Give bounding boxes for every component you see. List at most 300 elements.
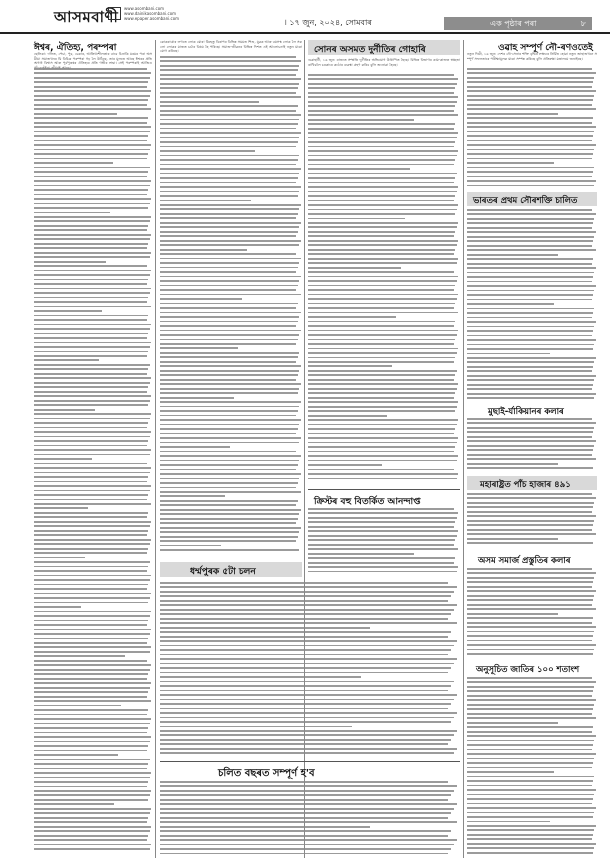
right-top-headline: ওৱাহ সম্পূৰ্ণ নৌ-ৰণওতেই (498, 43, 593, 53)
text-line (467, 631, 594, 633)
text-line (308, 209, 457, 211)
text-line (160, 397, 234, 399)
text-line (308, 392, 455, 394)
text-line (467, 533, 596, 535)
text-line (160, 799, 448, 801)
text-line (34, 566, 148, 568)
text-line (308, 114, 458, 116)
text-line (467, 467, 593, 469)
text-line (467, 135, 593, 137)
text-line (308, 428, 455, 430)
text-line (160, 609, 454, 611)
text-line (34, 373, 147, 375)
text-line (160, 509, 301, 511)
text-line (467, 104, 592, 106)
text-line (308, 557, 455, 559)
text-line (160, 298, 242, 300)
text-line (34, 579, 150, 581)
text-line (160, 663, 454, 665)
text-line (308, 186, 458, 188)
dateline: । ১৭ জুন, ২০২৪, সোমবাৰ (284, 18, 372, 27)
text-line (160, 231, 298, 233)
text-line (34, 525, 150, 527)
text-line (308, 226, 457, 228)
text-line (160, 676, 361, 678)
text-line (34, 812, 150, 814)
text-line (467, 285, 596, 287)
text-line (467, 780, 593, 782)
text-line (467, 126, 596, 128)
text-line (467, 838, 592, 840)
text-line (34, 803, 114, 805)
text-line (160, 743, 448, 745)
text-line (160, 595, 451, 597)
text-line (308, 177, 455, 179)
text-line (160, 690, 448, 692)
text-line (34, 185, 150, 187)
text-line (34, 584, 148, 586)
text-line (160, 191, 299, 193)
page-number: ৮ (580, 19, 586, 28)
text-line (467, 330, 593, 332)
text-line (308, 442, 457, 444)
text-line (34, 386, 148, 388)
text-line (160, 352, 299, 354)
text-line (308, 464, 382, 466)
text-line (160, 105, 298, 107)
col2-body-text (160, 56, 302, 559)
url-line: www.epaper.asombani.com (124, 16, 180, 21)
text-line (34, 126, 151, 128)
text-line (160, 600, 448, 602)
text-line (160, 419, 301, 421)
text-line (160, 699, 454, 701)
text-line (308, 74, 454, 76)
text-line (467, 807, 596, 809)
text-line (308, 410, 455, 412)
text-line (34, 104, 147, 106)
text-line (160, 613, 451, 615)
text-line (308, 280, 457, 282)
text-line (160, 672, 448, 674)
text-line (308, 469, 454, 471)
text-line (308, 401, 458, 403)
text-line (308, 379, 454, 381)
text-line (160, 500, 298, 502)
right-2-headline: ভাৰতৰ প্ৰথম সৌৰশক্তি চালিত (473, 196, 578, 206)
text-line (308, 397, 454, 399)
text-line (160, 226, 299, 228)
text-line (34, 642, 147, 644)
text-line (160, 374, 298, 376)
text-line (308, 159, 455, 161)
text-line (160, 119, 299, 121)
text-line (34, 741, 150, 743)
text-line (160, 717, 454, 719)
text-line (467, 357, 596, 359)
text-line (308, 87, 455, 89)
text-line (467, 185, 594, 187)
text-line (308, 96, 458, 98)
text-line (34, 431, 151, 433)
text-line (467, 384, 593, 386)
text-line (34, 768, 147, 770)
text-line (308, 271, 454, 273)
column-rule (463, 40, 464, 858)
text-line (308, 168, 410, 170)
text-line (34, 629, 151, 631)
text-line (308, 294, 458, 296)
text-line (34, 158, 147, 160)
text-line (308, 164, 454, 166)
text-line (308, 298, 457, 300)
text-line (160, 204, 301, 206)
section-label: এক পৃষ্ঠাৰ পৰা (490, 19, 537, 28)
text-line (160, 808, 454, 810)
text-line (160, 56, 296, 58)
text-line (34, 781, 148, 783)
text-line (308, 155, 457, 157)
text-line (160, 87, 298, 89)
right-3-headline: মুছাই-ৰ্যাকিয়ানৰ কলাৰ (488, 407, 564, 417)
text-line (34, 759, 150, 761)
text-line (34, 615, 150, 617)
text-line (160, 200, 251, 202)
text-line (34, 790, 151, 792)
col3-body-text (308, 74, 460, 486)
middle-mid-headline: ক্ৰিস্টৰ বহু বিতৰ্কিত আনন্দাপ্ত (314, 497, 421, 507)
text-line (34, 794, 150, 796)
text-line (308, 253, 454, 255)
text-line (160, 781, 448, 783)
text-line (34, 499, 147, 501)
middle-bottom-headline: চলিত বছৰত সম্পূৰ্ণ হ'ব (218, 768, 315, 779)
text-line (160, 622, 457, 624)
text-line (160, 222, 301, 224)
text-line (34, 539, 151, 541)
text-line (467, 708, 593, 710)
text-line (467, 740, 594, 742)
text-line (160, 159, 298, 161)
text-line (308, 267, 401, 269)
text-line (34, 203, 150, 205)
text-line (467, 158, 592, 160)
text-line (467, 758, 594, 760)
text-line (34, 234, 151, 236)
text-line (467, 653, 593, 655)
text-line (160, 401, 301, 403)
center-lead-text: গুৱাহাটী, ১৬ জুন: ৰাজ্যত সম্প্ৰতি দুৰ্নীতিৰ অভিযোগ উত্থাপিত হৈছে। বিভিন্ন বিভাগৰ কাম-কাজত স্বচ্ছতা ৰাখিবলৈ চৰকাৰে কঠোৰ ব্যৱস্থা গ্ৰহণ কৰিব বুলি জনোৱা হৈছে। (308, 58, 460, 67)
text-line (467, 348, 593, 350)
text-line (467, 771, 554, 773)
text-line (160, 428, 298, 430)
text-line (160, 101, 259, 103)
text-line (34, 633, 150, 635)
text-line (467, 86, 592, 88)
text-line (34, 342, 151, 344)
text-line (160, 582, 448, 584)
text-line (467, 681, 596, 683)
text-line (34, 830, 150, 832)
text-line (34, 135, 148, 137)
text-line (467, 753, 596, 755)
text-line (160, 681, 454, 683)
text-line (308, 424, 457, 426)
text-line (467, 847, 594, 849)
text-line (34, 72, 151, 74)
text-line (160, 370, 299, 372)
text-line (34, 265, 147, 267)
text-line (34, 108, 151, 110)
text-line (467, 339, 596, 341)
text-line (308, 200, 454, 202)
right-4-headline: মহাৰাষ্ট্ৰত পাঁচ হাজাৰ ৪৯১ (480, 480, 571, 490)
website-urls (124, 6, 179, 21)
text-line (308, 213, 455, 215)
text-line (308, 83, 457, 85)
text-line (160, 240, 301, 242)
text-line (160, 267, 298, 269)
text-line (34, 602, 148, 604)
text-line (160, 155, 299, 157)
text-line (308, 110, 454, 112)
text-line (160, 839, 457, 841)
text-line (160, 347, 238, 349)
text-line (308, 316, 396, 318)
text-line (34, 620, 148, 622)
text-line (34, 552, 147, 554)
text-line (308, 370, 457, 372)
url-line: www.asombani.com (124, 6, 165, 11)
logo-mark-icon (108, 7, 121, 20)
text-line (467, 789, 596, 791)
text-line (467, 502, 594, 504)
text-line (34, 664, 151, 666)
text-line (160, 830, 451, 832)
text-line (34, 225, 148, 227)
text-line (467, 140, 592, 142)
text-line (34, 521, 151, 523)
col1-headline: ঈশ্বৰ, ঐতিহ্য, পৰম্পৰা (34, 43, 117, 53)
text-line (308, 330, 458, 332)
text-line (34, 777, 150, 779)
text-line (160, 177, 298, 179)
text-line (160, 442, 299, 444)
text-line (160, 182, 296, 184)
text-line (160, 137, 299, 139)
text-line (467, 586, 592, 588)
text-line (467, 604, 592, 606)
text-line (467, 458, 596, 460)
text-line (160, 667, 451, 669)
text-line (160, 853, 448, 855)
text-line (467, 113, 558, 115)
text-line (160, 794, 451, 796)
text-line (467, 375, 596, 377)
text-line (34, 714, 147, 716)
text-line (34, 212, 110, 214)
text-line (34, 153, 148, 155)
section-rule (308, 489, 460, 490)
text-line (308, 566, 458, 568)
text-line (467, 640, 592, 642)
text-line (160, 280, 299, 282)
text-line (34, 162, 113, 164)
text-line (308, 78, 458, 80)
text-line (34, 723, 150, 725)
text-line (160, 752, 454, 754)
text-line (467, 626, 596, 628)
text-line (160, 83, 299, 85)
text-line (467, 290, 594, 292)
col4-text-2 (467, 209, 597, 403)
text-line (467, 317, 592, 319)
text-line (34, 463, 147, 465)
text-line (467, 529, 592, 531)
col4-text-3 (467, 418, 597, 474)
col2-bottom-text (160, 781, 460, 858)
middle-lower-headline: ধৰ্ম্মপুৰক ৫টা চলন (190, 567, 256, 577)
text-line (467, 272, 594, 274)
text-line (467, 308, 594, 310)
text-line (308, 123, 455, 125)
text-line (467, 735, 596, 737)
text-line (160, 473, 301, 475)
text-line (467, 542, 593, 544)
text-line (308, 508, 454, 510)
text-line (160, 92, 296, 94)
text-line (467, 493, 592, 495)
text-line (308, 334, 457, 336)
text-line (467, 463, 558, 465)
text-line (160, 415, 296, 417)
text-line (34, 490, 150, 492)
text-line (160, 406, 299, 408)
text-line (308, 548, 458, 550)
text-line (467, 153, 593, 155)
text-line (34, 346, 150, 348)
text-line (308, 374, 455, 376)
text-line (160, 591, 454, 593)
text-line (34, 467, 151, 469)
text-line (467, 427, 594, 429)
text-line (308, 419, 458, 421)
text-line (160, 654, 448, 656)
text-line (34, 301, 147, 303)
text-line (34, 194, 147, 196)
text-line (467, 218, 594, 220)
text-line (160, 437, 301, 439)
text-line (34, 283, 147, 285)
text-line (467, 695, 592, 697)
text-line (34, 279, 148, 281)
text-line (467, 686, 594, 688)
text-line (34, 337, 147, 339)
text-line (34, 252, 151, 254)
text-line (34, 247, 147, 249)
text-line (160, 549, 299, 551)
text-line (160, 383, 301, 385)
text-line (467, 821, 550, 823)
col4-body-text (467, 68, 597, 190)
text-line (308, 240, 458, 242)
text-line (308, 105, 455, 107)
text-line (160, 262, 299, 264)
text-line (34, 292, 150, 294)
text-line (34, 454, 150, 456)
text-line (467, 677, 592, 679)
text-line (34, 481, 147, 483)
text-line (34, 736, 151, 738)
text-line (34, 355, 147, 357)
text-line (160, 65, 299, 67)
text-line (34, 611, 151, 613)
text-line (34, 835, 148, 837)
text-line (467, 713, 592, 715)
text-line (160, 343, 296, 345)
text-line (34, 696, 147, 698)
text-line (34, 149, 150, 151)
text-line (308, 222, 458, 224)
text-line (308, 191, 457, 193)
text-line (160, 531, 299, 533)
text-line (467, 131, 594, 133)
text-line (160, 150, 255, 152)
text-line (308, 173, 457, 175)
text-line (34, 844, 151, 846)
text-line (308, 517, 457, 519)
text-line (467, 90, 596, 92)
text-line (160, 482, 298, 484)
text-line (34, 243, 148, 245)
text-line (160, 464, 298, 466)
text-line (467, 240, 593, 242)
text-line (308, 101, 457, 103)
text-line (34, 333, 148, 335)
text-line (160, 640, 457, 642)
text-line (467, 162, 554, 164)
text-line (34, 238, 150, 240)
text-line (160, 703, 451, 705)
text-line (467, 608, 596, 610)
text-line (467, 581, 593, 583)
text-line (34, 597, 150, 599)
right-5-headline: অসম সমাৰ্জ প্ৰস্তুতিৰ কলাৰ (478, 556, 571, 566)
text-line (308, 348, 458, 350)
text-line (308, 530, 458, 532)
text-line (467, 299, 592, 301)
text-line (308, 406, 457, 408)
text-line (160, 848, 451, 850)
text-line (34, 606, 81, 608)
text-line (467, 236, 594, 238)
url-line: www.dainikasombani.com (124, 11, 177, 16)
text-line (160, 195, 298, 197)
text-line (34, 655, 125, 657)
text-line (34, 691, 148, 693)
text-line (160, 586, 457, 588)
text-line (308, 231, 455, 233)
text-line (160, 631, 451, 633)
text-line (34, 324, 151, 326)
text-line (308, 312, 458, 314)
text-line (34, 351, 148, 353)
text-line (467, 515, 596, 517)
text-line (34, 700, 151, 702)
text-line (467, 704, 594, 706)
text-line (34, 216, 151, 218)
text-line (160, 446, 230, 448)
